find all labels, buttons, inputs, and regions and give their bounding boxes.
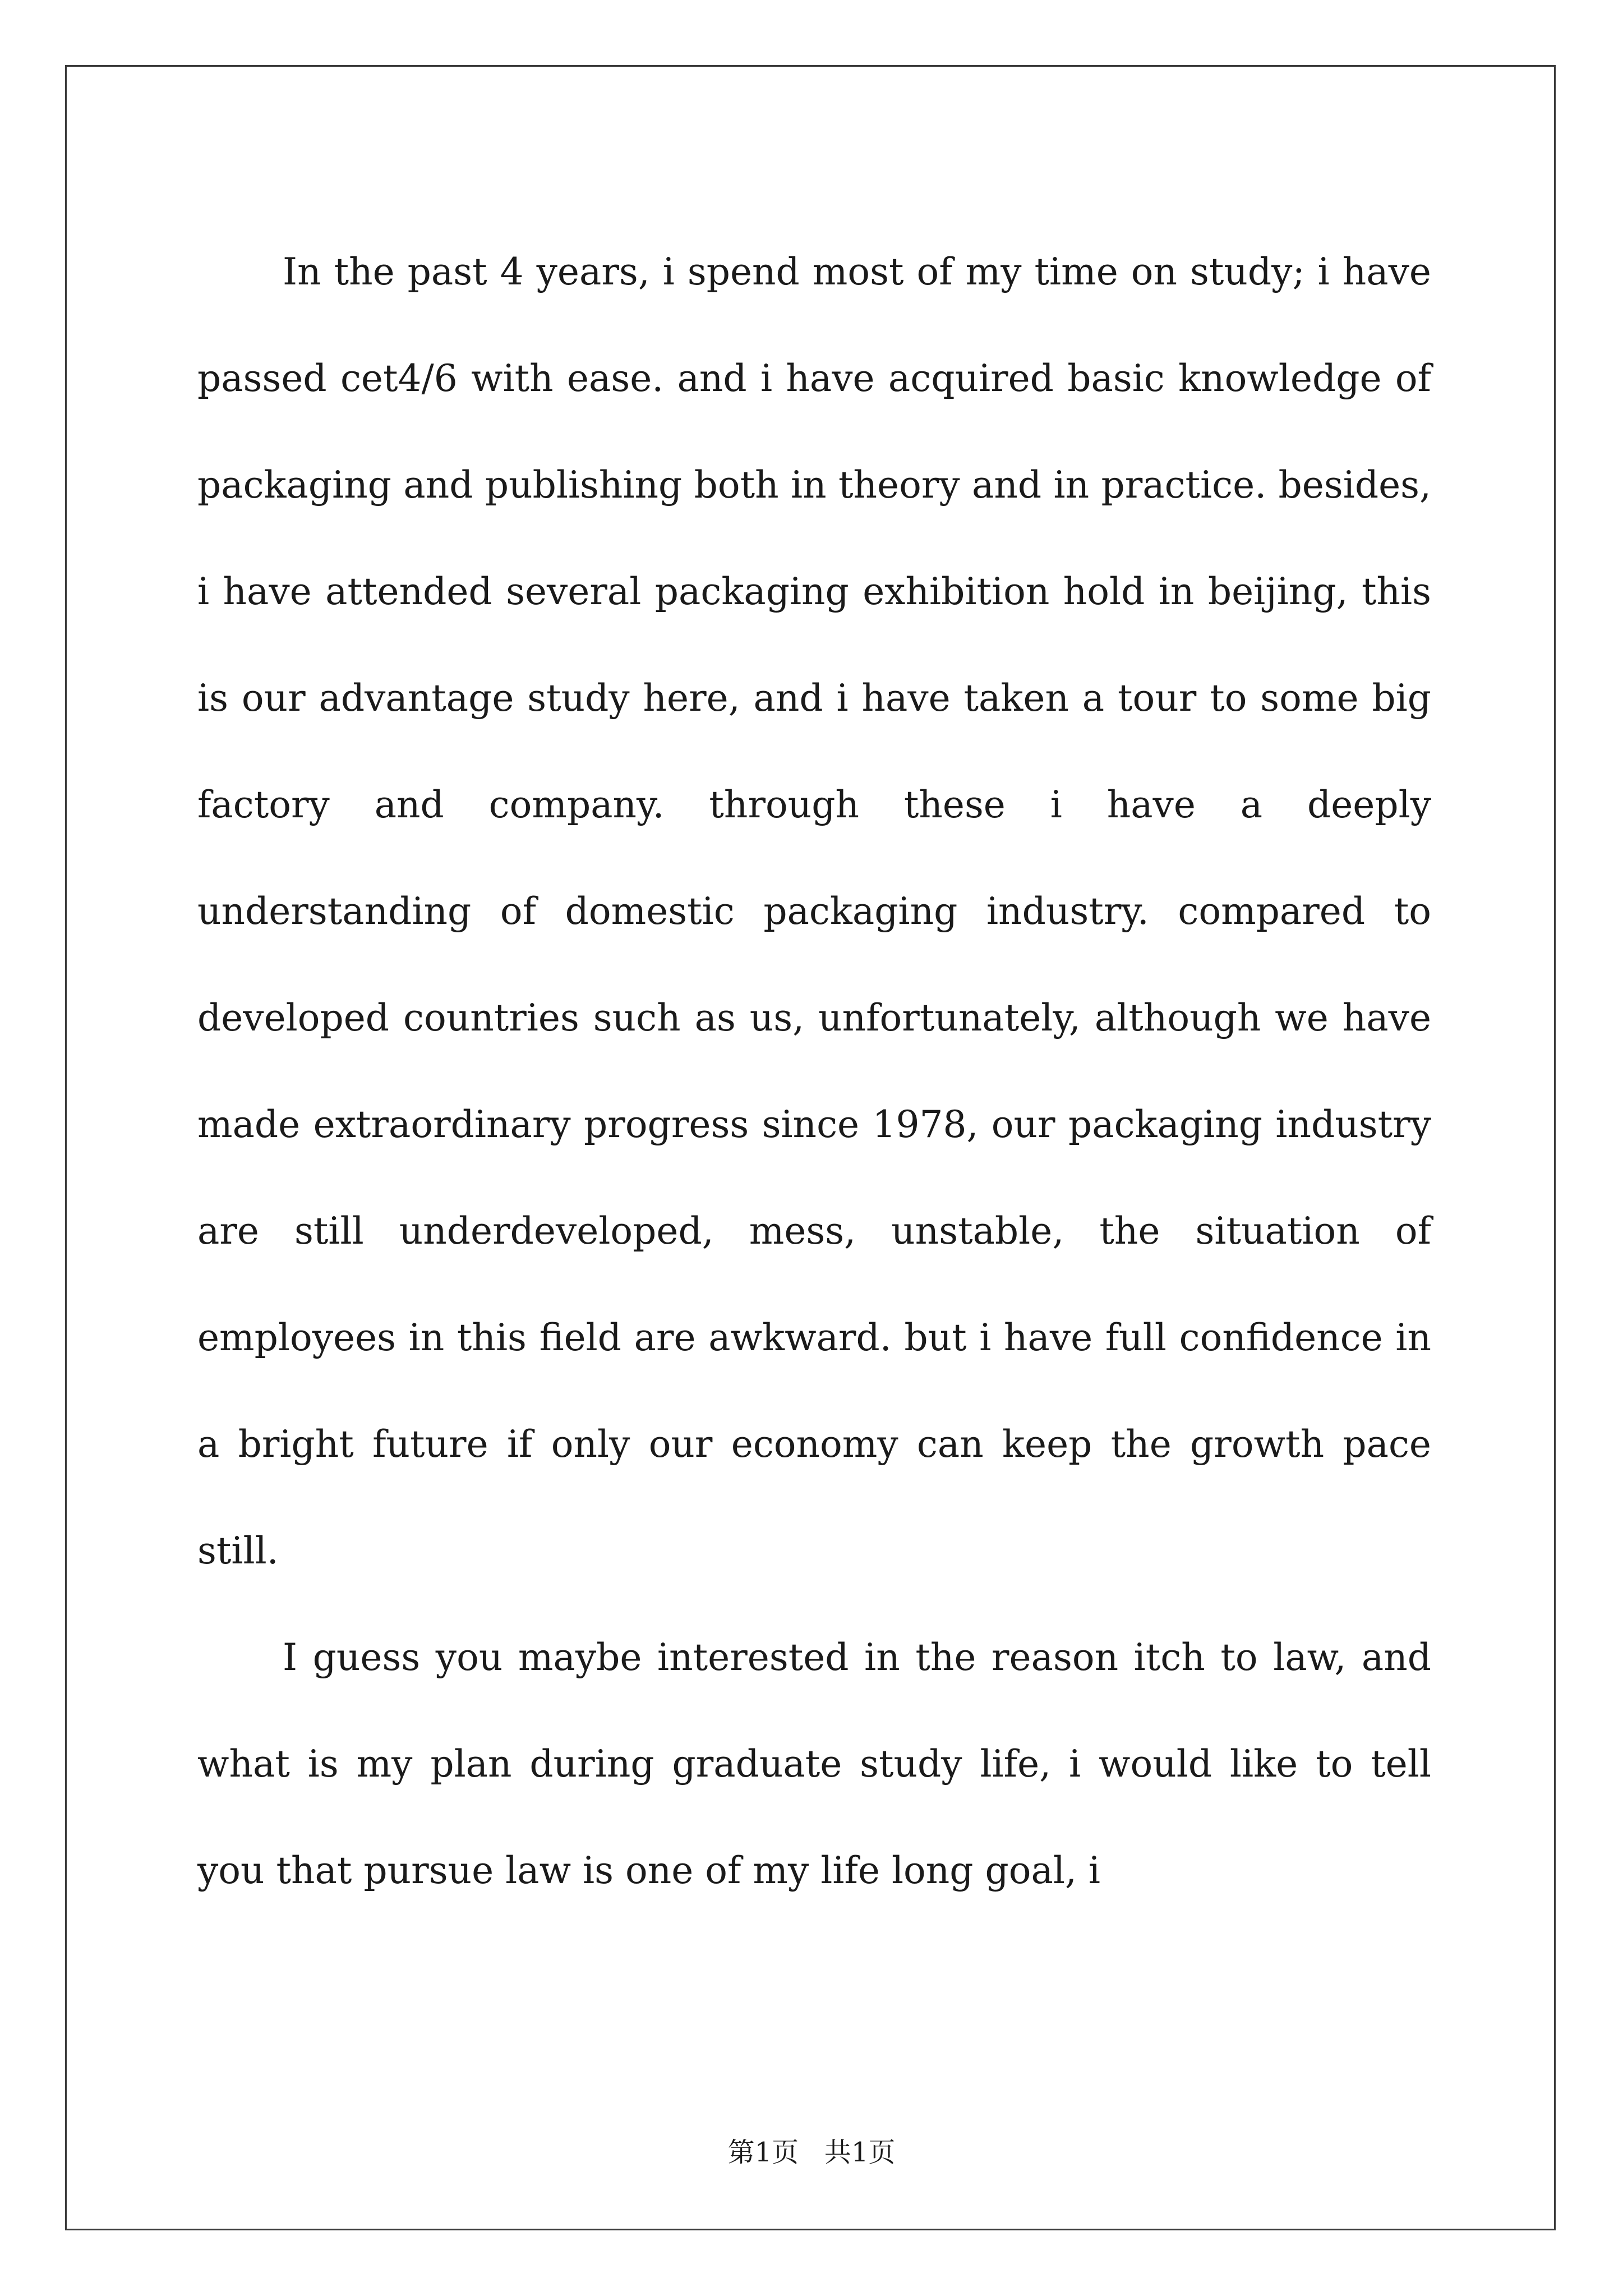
paragraph-1: In the past 4 years, i spend most of my time on study; i have passed cet4/6 with ease. and i have acquired basic knowledge of packaging and publishing both in theory and in practice. besides, i have attended several packaging exhibition hold in beijing, this is our advantage study here, and i have taken a tour to some big factory and company. through these i have a deeply understanding of domestic packaging industry. compared to developed countries such as us, unfortunately, although we have made extraordinary progress since 1978, our packaging industry are still underdeveloped, mess, unstable, the situation of employees in this field are awkward. but i have full confidence in a bright future if only our economy can keep the growth pace still. [197, 250, 1431, 1572]
paragraph-2: I guess you maybe interested in the reason itch to law, and what is my plan during graduate study life, i would like to tell you that pursue law is one of my life long goal, i [197, 1636, 1431, 1892]
document-body [197, 219, 1431, 1924]
page-number-footer: 第1页 共1页 [727, 2137, 896, 2168]
